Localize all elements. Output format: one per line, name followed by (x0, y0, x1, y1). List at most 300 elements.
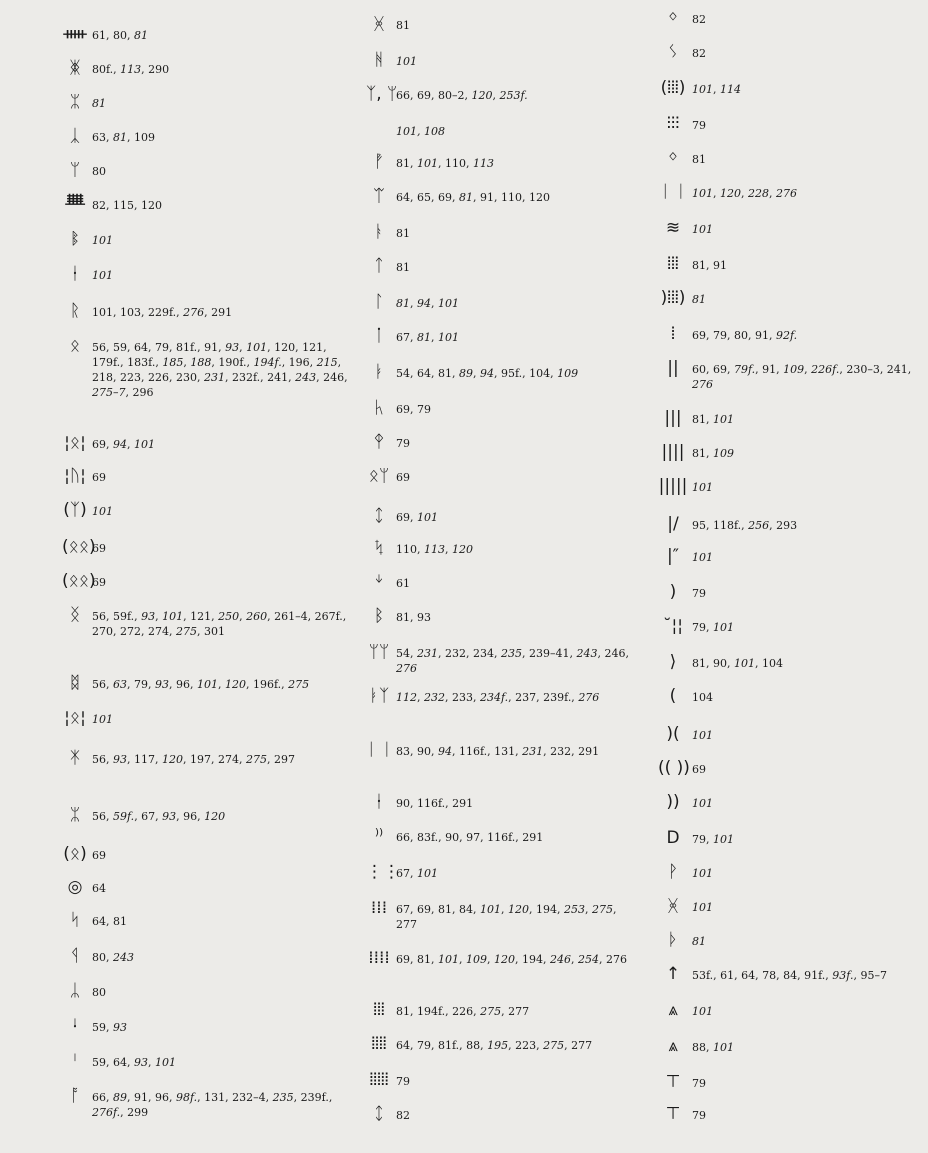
indus-sign-t-bar-icon: ᚡ (373, 152, 385, 172)
page-ref: , (713, 83, 720, 96)
italic-page-ref: 275 (245, 753, 267, 766)
indus-sign-double-parens-icon: (( )) (658, 758, 690, 778)
indus-sign-man-with-bow-icon: ᛯ (69, 805, 81, 825)
indus-sign-two-men-in-brackets-2-icon: (ᛟᛟ) (62, 571, 96, 591)
italic-page-ref: 101 (692, 867, 713, 880)
italic-page-ref: 226f. (811, 363, 840, 376)
page-ref: 69 (92, 849, 106, 862)
indus-sign-hook-pair-icon: ᛨ (373, 1104, 385, 1124)
indus-sign-circle-figure-icon: ◎ (67, 877, 83, 897)
index-entry (62, 336, 350, 400)
index-entry (62, 844, 350, 864)
italic-page-ref: 215 (316, 356, 338, 369)
italic-page-ref: 98f. (175, 1091, 198, 1104)
index-entry (366, 152, 636, 172)
index-entry (62, 708, 350, 728)
indus-sign-topped-strokes-icon: ⫶⫶⫶ (666, 114, 680, 134)
page-ref: , (410, 297, 417, 310)
page-ref: , 196f., (245, 678, 289, 691)
index-entry (658, 1036, 924, 1056)
page-ref: 81 (396, 227, 410, 240)
page-ref: 79, (692, 833, 713, 846)
italic-page-ref: 101 (692, 729, 713, 742)
index-entry (658, 324, 924, 344)
italic-page-ref: 109 (713, 447, 734, 460)
indus-sign-man-in-brackets-icon: (ᛉ) (63, 500, 87, 520)
index-entry (366, 740, 636, 760)
italic-page-ref: 276 (692, 378, 713, 391)
page-references (88, 233, 113, 248)
page-ref: 69 (692, 763, 706, 776)
index-entry (366, 1104, 636, 1124)
page-ref: , 190f., (211, 356, 254, 369)
italic-page-ref: 101 (396, 55, 417, 68)
page-ref: , (570, 953, 578, 966)
italic-page-ref: 231 (522, 745, 544, 758)
page-references (688, 412, 734, 427)
indus-sign-stroke-quartet-icon: ⦙⦙⦙⦙ (371, 1034, 387, 1054)
italic-page-ref: 120 (452, 543, 473, 556)
italic-page-ref: 93 (225, 341, 240, 354)
index-entry (62, 433, 350, 453)
index-entry (62, 946, 350, 966)
page-references (688, 362, 924, 392)
italic-page-ref: 93 (154, 678, 169, 691)
italic-page-ref: 101 (692, 551, 713, 564)
page-ref: , 67, (134, 810, 163, 823)
page-references (688, 866, 713, 881)
index-entry (658, 896, 924, 916)
italic-page-ref: 113 (120, 63, 142, 76)
page-ref: 69, 79, 80, 91, (692, 329, 776, 342)
page-references (88, 914, 127, 929)
italic-page-ref: 101 (438, 297, 459, 310)
index-entry (366, 292, 636, 312)
page-ref: 79 (396, 437, 410, 450)
index-entry (366, 398, 636, 418)
page-ref: , 261–4, 267f., 270, 272, 274, (92, 610, 347, 638)
page-references (688, 118, 706, 133)
italic-page-ref: 275 (288, 678, 310, 691)
italic-page-ref: 243 (113, 951, 134, 964)
page-references (688, 222, 713, 237)
italic-page-ref: 276 (183, 306, 205, 319)
page-ref: , 232, 234, (438, 647, 501, 660)
page-ref: , 232, 291 (543, 745, 600, 758)
index-entry (366, 1034, 636, 1054)
indus-sign-double-arc-icon: ⁾⁾ (374, 826, 384, 846)
index-entry (658, 862, 924, 882)
indus-sign-bird-icon: ᛋ (69, 910, 81, 930)
index-entry (366, 124, 636, 139)
page-references (688, 258, 727, 273)
index-entry (658, 1000, 924, 1020)
page-references (392, 54, 417, 69)
indus-sign-ladder-figure-icon: ᛨ (373, 506, 385, 526)
page-references (392, 744, 599, 759)
page-ref: 69, (396, 511, 417, 524)
page-ref: , (417, 691, 424, 704)
page-references (88, 437, 155, 452)
page-ref: , 276 (598, 953, 627, 966)
page-ref: 81, 93 (396, 611, 431, 624)
indus-sign-single-arc-icon: ) (669, 582, 677, 602)
page-references (688, 762, 706, 777)
indus-sign-comb-shaft-icon: ᛠ (373, 186, 385, 206)
page-ref: , (155, 610, 163, 623)
indus-sign-hatched-triangle-icon: ⩓ (668, 1000, 678, 1020)
italic-page-ref: 243 (295, 371, 317, 384)
italic-page-ref: 113 (424, 543, 445, 556)
page-references (392, 1038, 592, 1053)
page-references (392, 190, 550, 205)
indus-sign-three-strokes-icon: ||| (664, 408, 682, 428)
page-ref: 81 (396, 19, 410, 32)
italic-page-ref: 63 (113, 678, 127, 691)
page-ref: 69, (92, 438, 113, 451)
indus-sign-double-row-strokes-icon: ⦙⦙⦙ (667, 254, 679, 274)
index-entry (366, 186, 636, 206)
indus-sign-stroke-ticks-icon: |″ (666, 546, 680, 566)
italic-page-ref: 101 (713, 1041, 734, 1054)
page-references (392, 830, 543, 845)
page-ref: 81, (692, 447, 713, 460)
page-ref: 54, (396, 647, 417, 660)
italic-page-ref: 120 (471, 89, 493, 102)
indus-sign-figure-circle-icon: ᚙ (65, 194, 85, 214)
page-references (392, 902, 636, 932)
indus-sign-man-icon: ᛟ (69, 336, 81, 356)
page-references (688, 1040, 734, 1055)
italic-page-ref: 81 (133, 29, 148, 42)
italic-page-ref: 235 (500, 647, 522, 660)
page-ref: 81 (396, 261, 410, 274)
italic-page-ref: 120 (720, 187, 741, 200)
page-references (688, 900, 713, 915)
italic-page-ref: 120 (204, 810, 226, 823)
italic-page-ref: 275 (175, 625, 197, 638)
indus-sign-bracketed-figure-icon: (ᛟ) (63, 844, 87, 864)
page-references (688, 620, 734, 635)
index-entry (62, 571, 350, 591)
index-entry (366, 50, 636, 70)
page-ref: 69 (396, 471, 410, 484)
page-ref: , 233, (445, 691, 480, 704)
index-entry (62, 537, 350, 557)
index-entry (658, 1104, 924, 1124)
page-ref: 67, 69, 81, 84, (396, 903, 480, 916)
page-ref: 80 (92, 165, 106, 178)
page-ref: 67, (396, 867, 417, 880)
page-ref: 59, 64, (92, 1056, 134, 1069)
page-ref: , 290 (141, 63, 170, 76)
italic-page-ref: 101 (733, 657, 755, 670)
italic-page-ref: 276 (578, 691, 600, 704)
page-references (392, 18, 410, 33)
page-ref: , (472, 367, 480, 380)
page-references (392, 542, 473, 557)
indus-sign-kneeling-figure-icon: ᛌ (69, 1051, 81, 1071)
italic-page-ref: 101 (692, 797, 713, 810)
indus-sign-arch-between-strokes-icon: ¦ᚢ¦ (64, 466, 86, 486)
italic-page-ref: 243 (576, 647, 598, 660)
index-entry (62, 910, 350, 930)
index-entry (366, 466, 636, 486)
page-ref: 64, 81 (92, 915, 127, 928)
index-entry (366, 1000, 636, 1020)
page-ref: , 194, (528, 903, 564, 916)
indus-sign-arrow-icon: ↑ (665, 964, 681, 984)
page-ref: 81, 194f., 226, (396, 1005, 481, 1018)
page-ref: 81, (396, 157, 417, 170)
italic-page-ref: 94 (437, 745, 452, 758)
index-entry (62, 748, 350, 768)
indus-sign-figure-with-bars-icon: ᛣ (69, 126, 81, 146)
indus-sign-cross-shaft-icon: ᚭ (373, 222, 385, 242)
page-references (688, 518, 797, 533)
italic-page-ref: 81 (458, 191, 473, 204)
italic-page-ref: 79f. (733, 363, 756, 376)
index-entry (62, 229, 350, 249)
index-entry (62, 673, 350, 693)
index-entry (658, 724, 924, 744)
page-references (88, 881, 106, 896)
page-references (688, 690, 713, 705)
italic-page-ref: 101 (92, 234, 113, 247)
index-entry (658, 148, 924, 168)
page-ref: 82 (692, 13, 706, 26)
page-references (88, 752, 295, 767)
indus-sign-open-d-icon: ᚦ (667, 930, 679, 950)
indus-sign-stand-icon: ᛳ (373, 432, 385, 452)
italic-page-ref: 101 (92, 713, 113, 726)
page-ref: 79 (692, 119, 706, 132)
italic-page-ref: 93f. (832, 969, 854, 982)
index-entry (62, 1016, 350, 1036)
indus-sign-spiral-icon: ᛊ (667, 42, 679, 62)
page-ref: 80 (92, 986, 106, 999)
italic-page-ref: 276 (396, 662, 417, 675)
italic-page-ref: 101 (692, 481, 713, 494)
italic-page-ref: 93 (113, 753, 127, 766)
page-ref: , 293 (769, 519, 798, 532)
page-ref: 56, (92, 678, 113, 691)
page-ref: , (217, 678, 225, 691)
italic-page-ref: 101 (438, 331, 459, 344)
page-references (688, 1108, 706, 1123)
indus-sign-fish-trident-icon: ᛓᛉ (368, 686, 390, 706)
italic-page-ref: 195 (487, 1039, 509, 1052)
page-references (392, 124, 445, 139)
page-ref: 88, (692, 1041, 713, 1054)
page-ref: 104 (692, 691, 713, 704)
index-entry (62, 466, 350, 486)
page-references (392, 1004, 529, 1019)
page-references (392, 866, 438, 881)
italic-page-ref: 101 (692, 1005, 713, 1018)
page-ref: , 109 (127, 131, 155, 144)
page-references (88, 950, 134, 965)
page-references (392, 436, 410, 451)
italic-page-ref: 231 (203, 371, 225, 384)
page-ref: , 277 (564, 1039, 593, 1052)
index-entry (366, 572, 636, 592)
index-entry (658, 546, 924, 566)
page-references (88, 1055, 176, 1070)
italic-page-ref: 101 (479, 903, 501, 916)
page-ref: , 121, (183, 610, 219, 623)
italic-page-ref: 185 (162, 356, 184, 369)
index-entry (658, 514, 924, 534)
indus-sign-crossed-figures-icon: ᛯ (69, 92, 81, 112)
indus-sign-two-men-in-brackets-icon: (ᛟᛟ) (62, 537, 96, 557)
index-entry (658, 476, 924, 496)
indus-sign-double-trident-icon: ᛘᛘ (368, 642, 390, 662)
index-entry (658, 582, 924, 602)
page-references (88, 305, 232, 320)
page-ref: , (239, 341, 247, 354)
index-entry (658, 288, 924, 308)
page-references (688, 586, 706, 601)
page-references (688, 152, 706, 167)
page-ref: 56, 59, 64, 79, 81f., 91, (92, 341, 226, 354)
italic-page-ref: 101 (437, 953, 459, 966)
page-ref: 61 (396, 577, 410, 590)
index-entry (658, 408, 924, 428)
indus-sign-facing-arcs-icon: )( (666, 724, 680, 744)
indus-sign-stacked-strokes-icon: ⦙ (671, 324, 675, 344)
italic-page-ref: 101 (154, 1056, 176, 1069)
indus-sign-double-right-arc-icon: )) (666, 792, 680, 812)
indus-sign-snake-figure-icon: ᛍ (69, 1016, 81, 1036)
index-entry (658, 930, 924, 950)
page-ref: , 91, 110, 120 (472, 191, 550, 204)
page-references (392, 296, 459, 311)
index-entry (366, 606, 636, 626)
indus-sign-dot-columns-icon: ⋮⋮ (366, 862, 400, 882)
page-ref: , 194, (514, 953, 550, 966)
index-entry (366, 326, 636, 346)
page-ref: 79 (692, 1109, 706, 1122)
page-ref: , 297 (266, 753, 295, 766)
page-references (88, 575, 106, 590)
index-entry (366, 948, 636, 968)
page-references (88, 96, 106, 111)
page-ref: 66, 69, 80–2, (396, 89, 472, 102)
page-ref: , 110, (438, 157, 473, 170)
italic-page-ref: 93 (133, 1056, 148, 1069)
page-ref: , (486, 953, 494, 966)
page-references (88, 609, 350, 639)
italic-page-ref: 109 (557, 367, 579, 380)
italic-page-ref: 253f. (499, 89, 528, 102)
page-ref: , 296 (125, 386, 154, 399)
page-ref: 67, (396, 331, 417, 344)
italic-page-ref: 109 (783, 363, 805, 376)
page-ref: 64, 65, 69, (396, 191, 459, 204)
indus-sign-arc-dots-icon: ˘¦¦ (663, 616, 683, 636)
index-entry (62, 877, 350, 897)
index-entry (366, 222, 636, 242)
page-ref: , 301 (196, 625, 225, 638)
page-references (688, 328, 797, 343)
indus-sign-angle-arc-icon: ⟩ (669, 652, 677, 672)
page-ref: , 79, (127, 678, 155, 691)
page-references (88, 62, 169, 77)
page-references (392, 796, 473, 811)
italic-page-ref: 235 (272, 1091, 294, 1104)
italic-page-ref: 260 (246, 610, 268, 623)
italic-page-ref: 94 (479, 367, 494, 380)
index-entry (366, 1070, 636, 1090)
italic-page-ref: 101 (713, 413, 734, 426)
page-references (688, 832, 734, 847)
page-ref: 79 (396, 1075, 410, 1088)
page-references (392, 330, 459, 345)
indus-sign-harrow-icon: ᛤ (69, 58, 81, 78)
indus-sign-two-figures-icon: ᚔ (63, 24, 87, 44)
italic-page-ref: 94 (417, 297, 431, 310)
indus-sign-left-arc-icon: ( (669, 686, 677, 706)
index-entry (658, 792, 924, 812)
indus-sign-dancer-icon: ᛱ (373, 398, 385, 418)
index-entry (62, 981, 350, 1001)
indus-sign-table-shape-2-icon: ⊤ (665, 1104, 681, 1124)
italic-page-ref: 89 (113, 1091, 127, 1104)
italic-page-ref: 188 (190, 356, 212, 369)
index-entry (658, 964, 924, 984)
page-ref: 101, 103, 229f., (92, 306, 184, 319)
indus-sign-crossed-leaves-icon: ᛪ (373, 538, 385, 558)
indus-sign-striped-cone-icon: ⩓ (668, 1036, 678, 1056)
page-ref: 83, 90, (396, 745, 438, 758)
page-references (88, 164, 106, 179)
page-ref: , 277 (396, 903, 617, 931)
page-references (688, 1076, 706, 1091)
italic-page-ref: 94 (113, 438, 127, 451)
page-ref: , 232f., 241, (224, 371, 296, 384)
italic-page-ref: 114 (720, 83, 741, 96)
italic-page-ref: 101 (713, 833, 734, 846)
page-ref: , (127, 438, 134, 451)
indus-sign-spaced-strokes-icon: ᛁ ᛁ (660, 182, 686, 202)
page-ref: 56, (92, 810, 113, 823)
page-ref: 61, 80, (92, 29, 134, 42)
indus-sign-man-with-trident-icon: ᛟᛘ (368, 466, 390, 486)
indus-sign-hooked-b-icon: ᚹ (667, 862, 679, 882)
indus-sign-arch-shaft-icon: ᛚ (373, 292, 385, 312)
page-ref: 81 (692, 153, 706, 166)
index-entry (62, 160, 350, 180)
indus-sign-man-between-strokes-icon: ¦ᛟ¦ (64, 433, 86, 453)
page-ref: , 131, 232–4, (197, 1091, 273, 1104)
italic-page-ref: 93 (162, 810, 177, 823)
italic-page-ref: 101 (417, 511, 438, 524)
index-entry (658, 254, 924, 274)
italic-page-ref: 253 (563, 903, 585, 916)
index-entry (366, 862, 636, 882)
page-references (88, 1020, 127, 1035)
page-ref: , 299 (120, 1106, 149, 1119)
page-references (392, 260, 410, 275)
page-references (88, 504, 113, 519)
indus-sign-figure-arrow-icon: ᛘ (69, 160, 81, 180)
index-entry (62, 805, 350, 825)
indus-sign-umbrella-icon: ᛎ (373, 572, 385, 592)
index-entry (658, 1072, 924, 1092)
page-ref: 69 (92, 542, 106, 555)
italic-page-ref: 81 (692, 293, 706, 306)
